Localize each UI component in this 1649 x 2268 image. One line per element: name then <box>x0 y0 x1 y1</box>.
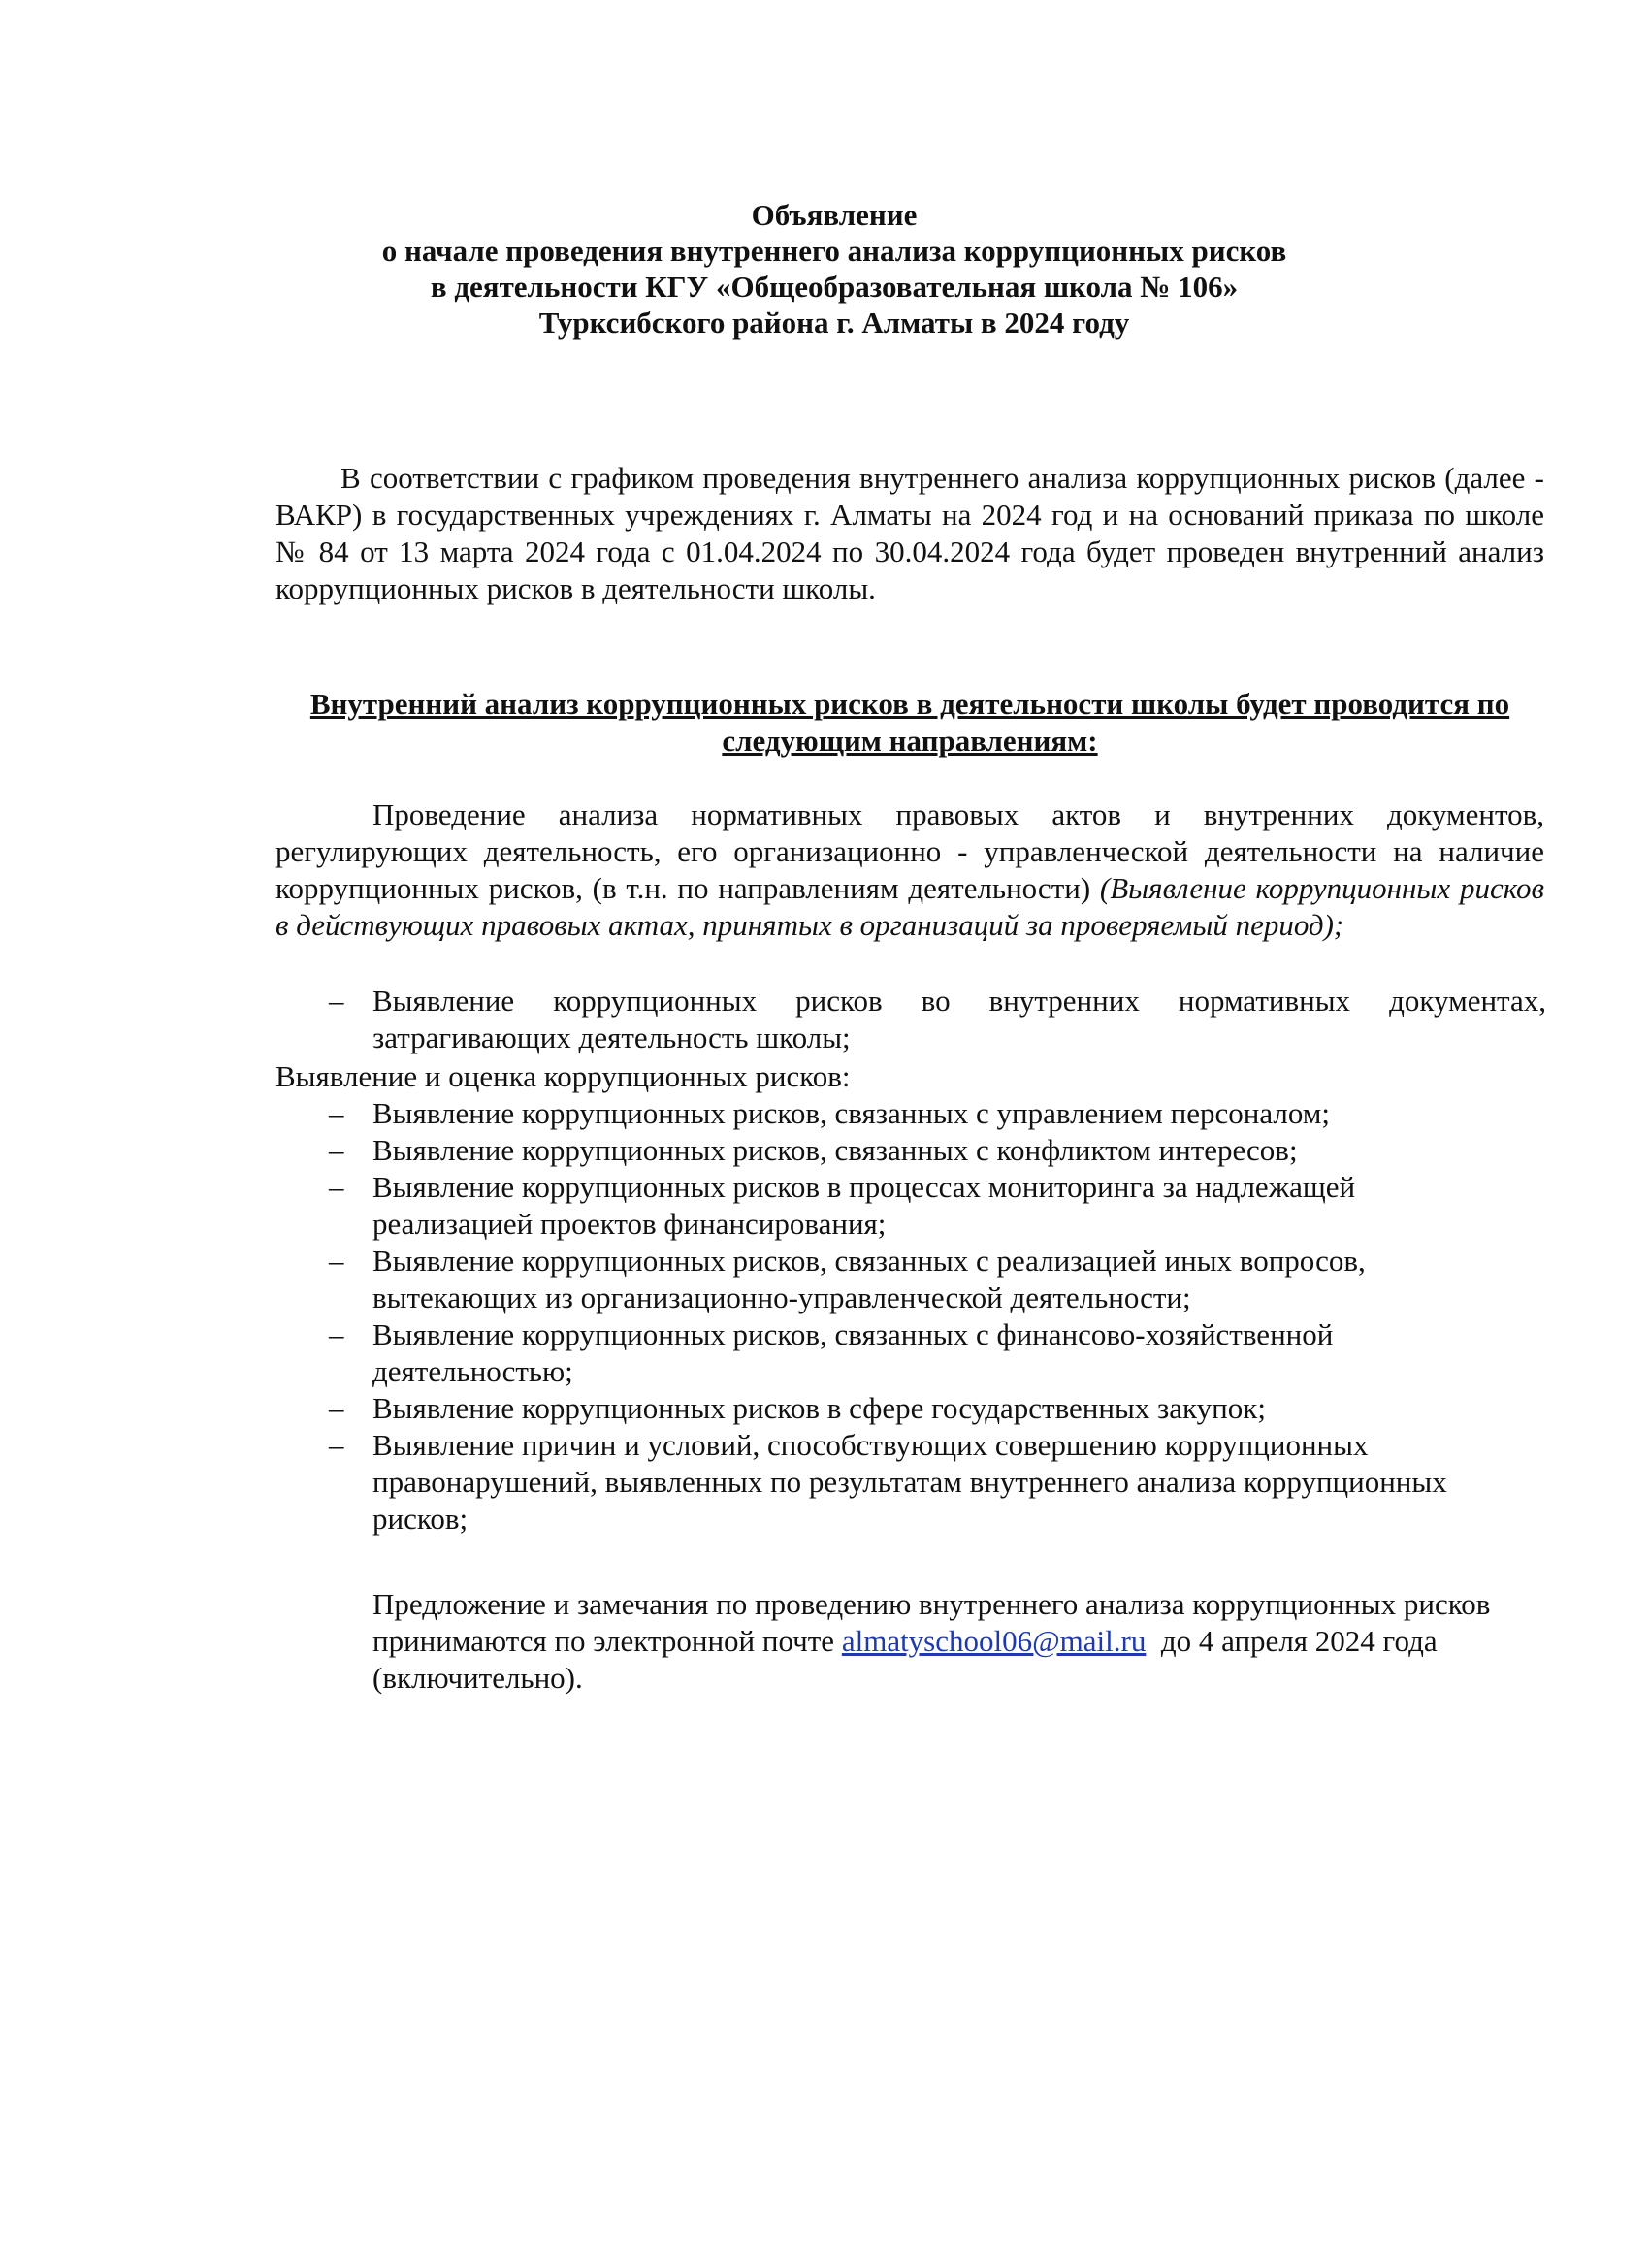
dash-bullet-icon: – <box>329 1133 344 1167</box>
title-line-announcement: Объявление <box>751 198 918 232</box>
list-item <box>275 983 1546 1056</box>
analysis-italic-note: (Выявление коррупционных рисков в действующих правовых актах, принятых в организаций за проверяемый период); <box>275 871 1544 942</box>
risk-identification-list <box>275 1095 1469 1538</box>
dash-bullet-icon: – <box>329 1428 344 1462</box>
list-item <box>275 1132 1469 1169</box>
title-line-district-year: Турксибского района г. Алматы в 2024 году <box>538 306 1130 340</box>
list-item-text: Выявление коррупционных рисков, связанных с финансово-хозяйственной деятельностью; <box>372 1317 1334 1388</box>
proposal-deadline: до 4 апреля 2024 года (включительно). <box>372 1624 1445 1695</box>
proposal-paragraph <box>372 1586 1498 1697</box>
dash-bullet-icon: – <box>329 1317 344 1351</box>
analysis-text: Проведение анализа нормативных правовых актов и внутренних документов, регулирующих деятельность, его организационно - управленческой деятельности на наличие коррупционных рисков, (в т.н. по направлениям деятельности) <box>275 797 1544 905</box>
list-item <box>275 1243 1469 1316</box>
analysis-paragraph <box>275 796 1544 944</box>
list-item-text: Выявление коррупционных рисков, связанных с конфликтом интересов; <box>372 1133 1298 1167</box>
list-item <box>275 1169 1469 1243</box>
list-item-text: Выявление коррупционных рисков, связанных с реализацией иных вопросов, вытекающих из организационно-управленческой деятельности; <box>372 1244 1366 1314</box>
internal-docs-list <box>275 983 1546 1056</box>
list-item <box>275 1427 1469 1538</box>
title-line-subject: о начале проведения внутреннего анализа коррупционных рисков <box>381 234 1287 268</box>
evaluation-label: Выявление и оценка коррупционных рисков: <box>275 1059 851 1093</box>
list-item-text: Выявление коррупционных рисков во внутренних нормативных документах, затрагивающих деятельность школы; <box>372 984 1546 1054</box>
dash-bullet-icon: – <box>329 1391 344 1425</box>
proposal-text: Предложение и замечания по проведению внутреннего анализа коррупционных рисков принимаются по электронной почте <box>372 1587 1491 1658</box>
list-item-text: Выявление коррупционных рисков в процессах мониторинга за надлежащей реализацией проектов финансирования; <box>372 1170 1356 1241</box>
email-link[interactable]: almatyschool06@mail.ru <box>841 1624 1147 1658</box>
list-item-text: Выявление коррупционных рисков в сфере государственных закупок; <box>372 1391 1266 1425</box>
list-item-text: Выявление коррупционных рисков, связанных с управлением персоналом; <box>372 1096 1330 1130</box>
list-item <box>275 1390 1469 1427</box>
document-title <box>272 197 1397 340</box>
title-line-organization: в деятельности КГУ «Общеобразовательная школа № 106» <box>430 270 1239 304</box>
list-item <box>275 1316 1469 1390</box>
dash-bullet-icon: – <box>329 1244 344 1278</box>
list-item <box>275 1095 1469 1132</box>
dash-bullet-icon: – <box>329 1170 344 1204</box>
dash-bullet-icon: – <box>329 1096 344 1130</box>
dash-bullet-icon: – <box>329 984 344 1018</box>
section-heading: Внутренний анализ коррупционных рисков в деятельности школы будет проводится по следующим направлениям: <box>309 687 1510 758</box>
intro-paragraph: В соответствии с графиком проведения внутреннего анализа коррупционных рисков (далее - ВАКР) в государственных учреждениях г. Алматы на 2024 год и на оснований приказа по школе № 84 от 13 марта 2024 года с 01.04.2024 по 30.04.2024 года будет проведен внутренний анализ коррупционных рисков в деятельности школы. <box>275 461 1544 605</box>
list-item-text: Выявление причин и условий, способствующих совершению коррупционных правонарушений, выявленных по результатам внутреннего анализа коррупционных рисков; <box>372 1428 1447 1536</box>
